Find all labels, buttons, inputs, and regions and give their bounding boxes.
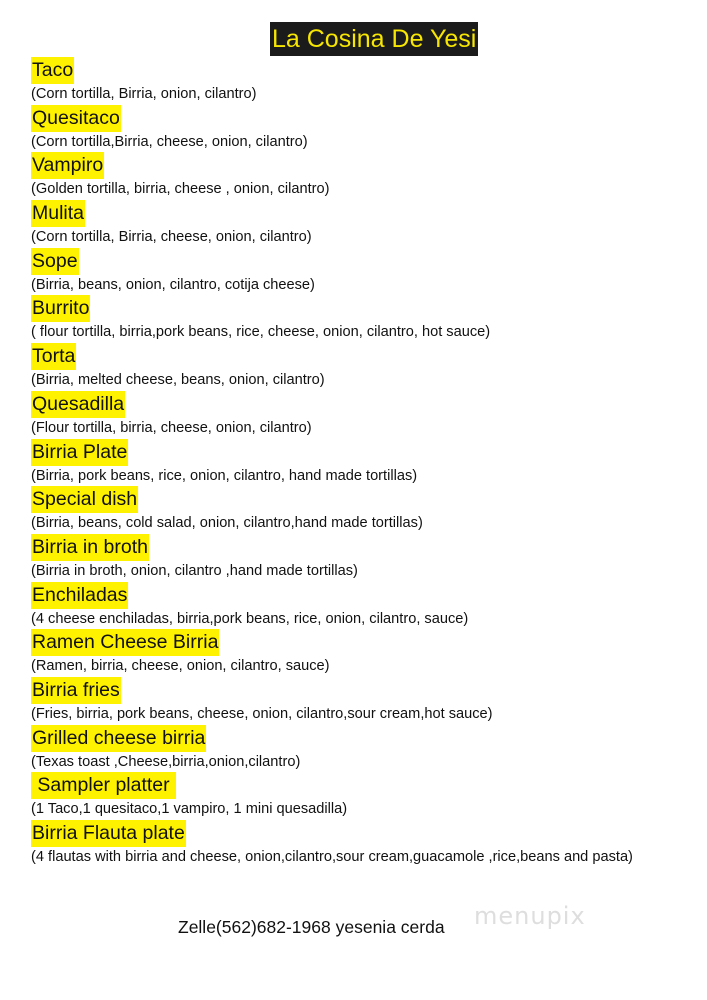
item-description: (Texas toast ,Cheese,birria,onion,cilantro) xyxy=(31,753,301,770)
item-name: Sope xyxy=(31,248,79,275)
menu-item xyxy=(31,725,671,773)
item-description: (Golden tortilla, birria, cheese , onion, cilantro) xyxy=(31,181,330,198)
item-name: Grilled cheese birria xyxy=(31,725,206,752)
item-name: Vampiro xyxy=(31,152,104,179)
item-description: (Birria, beans, cold salad, onion, cilantro,hand made tortillas) xyxy=(31,515,423,532)
item-description: (Birria, pork beans, rice, onion, cilantro, hand made tortillas) xyxy=(31,467,418,484)
item-description: (Corn tortilla, Birria, onion, cilantro) xyxy=(31,86,257,102)
menu-item xyxy=(31,57,671,105)
item-name: Burrito xyxy=(31,295,90,322)
item-description: (Birria in broth, onion, cilantro ,hand made tortillas) xyxy=(31,562,358,579)
menu-item xyxy=(31,534,671,582)
item-description: (Birria, melted cheese, beans, onion, cilantro) xyxy=(31,372,325,389)
item-name: Enchiladas xyxy=(31,582,128,609)
item-name: Birria in broth xyxy=(31,534,149,561)
menu-item xyxy=(31,486,671,534)
menu-title: La Cosina De Yesi xyxy=(270,22,478,56)
item-name: Mulita xyxy=(31,200,85,227)
item-name: Quesitaco xyxy=(31,105,121,132)
menu-item xyxy=(31,295,671,343)
item-description: (Corn tortilla,Birria, cheese, onion, cilantro) xyxy=(31,133,308,150)
item-name: Special dish xyxy=(31,486,138,513)
item-description: ( flour tortilla, birria,pork beans, rice, cheese, onion, cilantro, hot sauce) xyxy=(31,324,491,341)
item-name: Taco xyxy=(31,57,74,84)
menu-item xyxy=(31,152,671,200)
item-description: (4 flautas with birria and cheese, onion,cilantro,sour cream,guacamole ,rice,beans and pasta) xyxy=(31,849,633,865)
item-description: (1 Taco,1 quesitaco,1 vampiro, 1 mini quesadilla) xyxy=(31,801,348,818)
item-name: Birria fries xyxy=(31,677,121,704)
menu-item xyxy=(31,629,671,677)
item-description: (Ramen, birria, cheese, onion, cilantro, sauce) xyxy=(31,658,330,675)
item-name: Sampler platter xyxy=(31,772,176,799)
menu-item xyxy=(31,439,671,487)
menu-item xyxy=(31,105,671,153)
menu-item xyxy=(31,582,671,630)
payment-footer: Zelle(562)682-1968 yesenia cerda xyxy=(178,917,445,937)
item-name: Birria Plate xyxy=(31,439,128,466)
item-description: (Birria, beans, onion, cilantro, cotija cheese) xyxy=(31,276,315,293)
menu-item xyxy=(31,820,671,890)
menu-list xyxy=(31,57,671,890)
menu-item xyxy=(31,772,671,820)
item-description: (4 cheese enchiladas, birria,pork beans, rice, onion, cilantro, sauce) xyxy=(31,610,469,627)
menu-item xyxy=(31,200,671,248)
menu-item xyxy=(31,248,671,296)
menu-item xyxy=(31,677,671,725)
menu-item xyxy=(31,391,671,439)
item-description: (Flour tortilla, birria, cheese, onion, cilantro) xyxy=(31,419,312,436)
item-description: (Corn tortilla, Birria, cheese, onion, cilantro) xyxy=(31,229,312,246)
menu-item xyxy=(31,343,671,391)
item-name: Quesadilla xyxy=(31,391,125,418)
watermark: menupix xyxy=(474,902,586,930)
item-description: (Fries, birria, pork beans, cheese, onion, cilantro,sour cream,hot sauce) xyxy=(31,705,493,722)
item-name: Birria Flauta plate xyxy=(31,820,186,847)
item-name: Ramen Cheese Birria xyxy=(31,629,219,656)
item-name: Torta xyxy=(31,343,76,370)
